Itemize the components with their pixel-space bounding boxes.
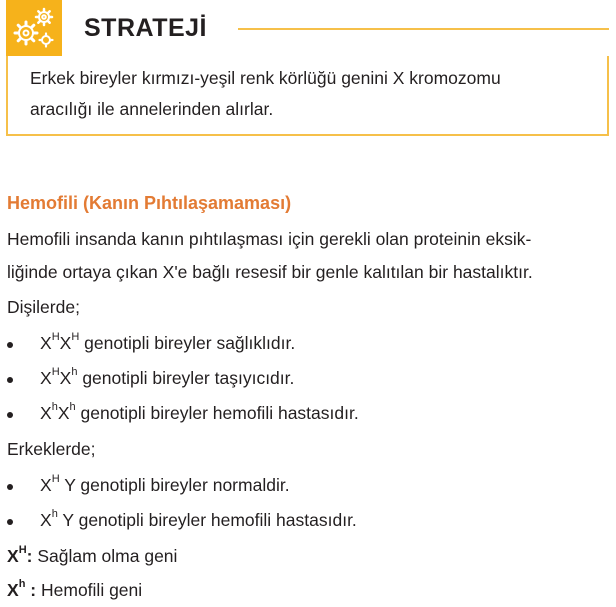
strategy-text-line-2: aracılığı ile annelerinden alırlar. <box>30 99 274 119</box>
bullet-icon <box>7 484 13 490</box>
genotype-text: $X^hX^h$ genotipli bireyler hemofili hastasıdır. <box>40 401 359 423</box>
strategy-title: STRATEJİ <box>84 14 207 42</box>
strategy-text-line-1: Erkek bireyler kırmızı-yeşil renk körlüğü genini X kromozomu <box>30 68 501 88</box>
bullet-icon <box>7 342 13 348</box>
legend-recessive: $X^h$ : Hemofili geni <box>7 578 143 600</box>
genotype-text: $X^HX^H$ genotipli bireyler sağlıklıdır. <box>40 331 296 353</box>
genotype-text: $X^HX^h$ genotipli bireyler taşıyıcıdır. <box>40 366 295 388</box>
bullet-icon <box>7 377 13 383</box>
females-label: Dişilerde; <box>7 297 80 317</box>
bullet-icon <box>7 519 13 525</box>
genotype-text: $X^h$ Y genotipli bireyler hemofili hastasıdır. <box>40 508 357 530</box>
legend-dominant: $X^H$: Sağlam olma geni <box>7 544 178 566</box>
bullet-icon <box>7 412 13 418</box>
section-heading: Hemofili (Kanın Pıhtılaşamaması) <box>7 193 292 213</box>
genotype-text: $X^H$ Y genotipli bireyler normaldir. <box>40 473 290 495</box>
paragraph-line-2: liğinde ortaya çıkan X'e bağlı resesif bir genle kalıtılan bir hastalıktır. <box>7 262 533 282</box>
title-divider <box>238 28 609 30</box>
males-label: Erkeklerde; <box>7 439 96 459</box>
strategy-box <box>6 0 609 136</box>
paragraph-line-1: Hemofili insanda kanın pıhtılaşması için gerekli olan proteinin eksik- <box>7 229 532 249</box>
gears-icon <box>6 0 62 56</box>
